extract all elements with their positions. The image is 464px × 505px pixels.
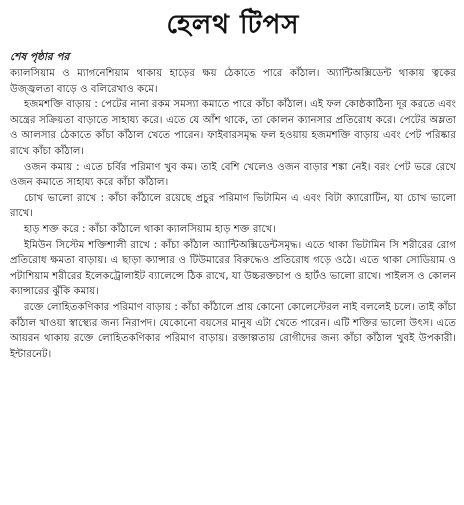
- paragraph-weight-loss: ওজন কমায় : এতে চর্বির পরিমাণ খুব কম। তাই বেশি খেলেও ওজন বাড়ার শঙ্কা নেই। বরং পেট ভরে রেখে ওজন কমাতে সাহায্য করে কাঁচা কাঁঠাল।: [10, 161, 456, 189]
- paragraph-digestion: হজমশক্তি বাড়ায় : পেটের নানা রকম সমস্যা কমাতে পারে কাঁচা কাঁঠাল। এই ফল কোষ্ঠকাঠিন্য দূর করতে এবং অন্ত্রের সক্রিয়তা বাড়াতে সাহায্য করে। এতে যে আঁশ থাকে, তা কোলন ক্যানসার প্রতিরোধ করে। পেটের অম্লতা ও আলসার ঠেকাতে কাঁচা কাঁঠাল খেতে পারেন। ফাইবারসমৃদ্ধ ফল হওয়ায় হজমশক্তি বাড়ায় এবং পেট পরিষ্কার রাখে কাঁচা কাঁঠাল।: [10, 99, 456, 157]
- paragraph-bone-strength: হাড় শক্ত করে : কাঁচা কাঁঠালে থাকা ক্যালসিয়াম হাড় শক্ত রাখে।: [24, 223, 276, 235]
- paragraph-minerals: ক্যালসিয়াম ও ম্যাগনেশিয়াম থাকায় হাড়ের ক্ষয় ঠেকাতে পারে কাঁঠাল। অ্যান্টিঅক্সিডেন্ট থাকায় ত্বকের উজ্জ্বলতা বাড়ে ও বলিরেখাও কমে।: [10, 68, 456, 95]
- paragraph-eye-health: চোখ ভালো রাখে : কাঁচা কাঁঠালে রয়েছে প্রচুর পরিমাণ ভিটামিন এ এবং বিটা ক্যারোটিন, যা চোখ ভালো রাখে।: [10, 192, 456, 220]
- paragraph-blood-cells: রক্তে লোহিতকণিকার পরিমাণ বাড়ায় : কাঁচা কাঁঠালে প্রায় কোনো কোলেস্টেরল নাই বললেই চলে। তাই কাঁচা কাঁঠাল খাওয়া স্বাস্থ্যের জন্য নিরাপদ। যেকোনো বয়সের মানুষ এটা খেতে পারেন। এটি শক্তির ভালো উৎস। এতে আয়রন থাকায় রক্তে লোহিতকণিকার পরিমাণ বাড়ায়। রক্তাল্পতায় রোগীদের জন্য কাঁচা কাঁঠাল খুবই উপকারী। ইন্টারনেট।: [10, 301, 456, 360]
- paragraph-immune-system: ইমিউন সিস্টেম শক্তিশালী রাখে : কাঁচা কাঁঠাল অ্যান্টিঅক্সিডেন্টসমৃদ্ধ। এতে থাকা ভিটামিন সি শরীরের রোগ প্রতিরোধ ক্ষমতা বাড়ায়। এ ছাড়া ক্যান্সার ও টিউমারের বিরুদ্ধেও প্রতিরোধ গড়ে ওঠে। এতে থাকা সোডিয়াম ও পটাশিয়াম শরীরের ইলেকট্রোলাইট ব্যালেন্সে ঠিক রাখে, যা উচ্চরক্তচাপ ও হার্টও ভালো রাখে। পাইলস ও কোলন ক্যান্সারের ঝুঁকি কমায়।: [10, 239, 456, 298]
- headline: হেলথ টিপস: [166, 10, 300, 40]
- article-body: [10, 66, 456, 362]
- continued-from-label: শেষ পৃষ্ঠার পর: [10, 51, 70, 63]
